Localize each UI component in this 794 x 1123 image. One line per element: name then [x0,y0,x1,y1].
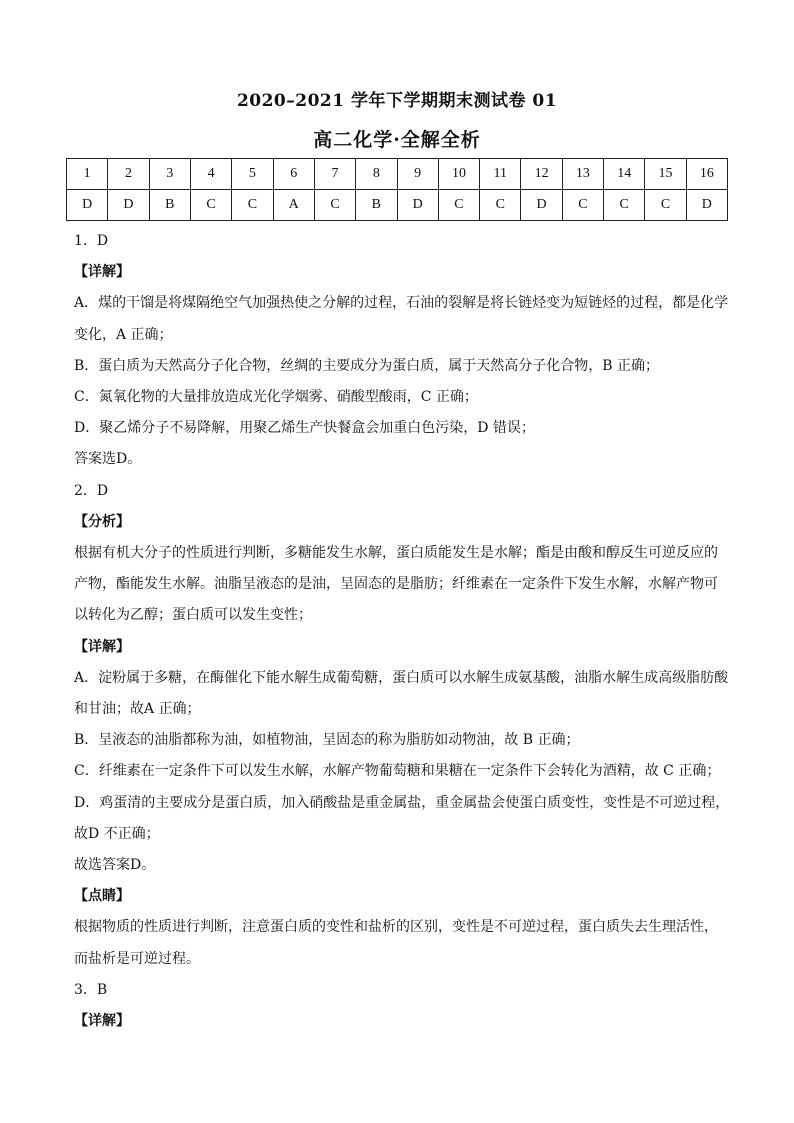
answer-cell: C [314,190,355,221]
paragraph-line: 故选答案D。 [74,857,156,874]
question-number-cell: 10 [438,159,479,190]
paragraph-line: 根据物质的性质进行判断，注意蛋白质的变性和盐析的区别，变性是不可逆过程，蛋白质失去生理活性， [74,919,718,936]
question-answer-heading: 2．D [74,482,109,499]
question-number-cell: 9 [397,159,438,190]
paragraph-line: 根据有机大分子的性质进行判断，多糖能发生水解，蛋白质能发生是水解；酯是由酸和醇反生可逆反应的 [74,545,718,562]
answer-cell: B [149,190,190,221]
answer-cell: C [480,190,521,221]
question-number-cell: 12 [521,159,562,190]
question-number-cell: 14 [604,159,645,190]
answer-cell: C [438,190,479,221]
answer-cell: C [232,190,273,221]
paragraph-line: D．鸡蛋清的主要成分是蛋白质，加入硝酸盐是重金属盐，重金属盐会使蛋白质变性，变性是不可逆过程， [74,794,730,811]
question-number-cell: 15 [645,159,686,190]
answer-cell: D [397,190,438,221]
question-number-cell: 5 [232,159,273,190]
section-label: 【详解】 [74,264,130,281]
paragraph-line: A．煤的干馏是将煤隔绝空气加强热使之分解的过程，石油的裂解是将长链烃变为短链烃的过程，都是化学 [74,295,729,312]
question-answer-heading: 3．B [74,981,108,998]
exam-subtitle: 高二化学·全解全析 [313,129,481,151]
question-number-cell: 6 [273,159,314,190]
answer-cell: D [521,190,562,221]
question-answer-heading: 1．D [74,233,109,249]
question-number-cell: 3 [149,159,190,190]
section-label: 【点睛】 [74,888,130,905]
section-label: 【详解】 [74,1013,130,1030]
exam-title: 2020–2021 学年下学期期末测试卷 01 [236,91,558,111]
answer-table-number-row [67,159,728,190]
paragraph-line: 以转化为乙醇；蛋白质可以发生变性； [74,607,312,624]
paragraph-line: A．淀粉属于多糖，在酶催化下能水解生成葡萄糖，蛋白质可以水解生成氨基酸，油脂水解生成高级脂肪酸 [74,669,729,686]
question-number-cell: 13 [562,159,603,190]
answer-cell: C [645,190,686,221]
answer-cell: B [356,190,397,221]
answer-table [66,158,728,221]
paragraph-line: 故D 不正确； [74,825,160,842]
paragraph-line: C．氮氧化物的大量排放造成光化学烟雾、硝酸型酸雨，C 正确； [74,389,478,406]
paragraph-line: 和甘油；故A 正确； [74,701,201,718]
answer-cell: A [273,190,314,221]
answer-table-answer-row [67,190,728,221]
answer-cell: C [604,190,645,221]
answer-cell: C [190,190,231,221]
section-label: 【分析】 [74,513,130,530]
question-number-cell: 11 [480,159,521,190]
section-label: 【详解】 [74,638,130,655]
question-number-cell: 8 [356,159,397,190]
paragraph-line: 产物，酯能发生水解。油脂呈液态的是油，呈固态的是脂肪；纤维素在一定条件下发生水解，水解产物可 [74,576,718,593]
paragraph-line: C．纤维素在一定条件下可以发生水解，水解产物葡萄糖和果糖在一定条件下会转化为酒精，故 C 正确； [74,763,721,780]
question-number-cell: 16 [686,159,727,190]
question-number-cell: 1 [67,159,108,190]
solution-content [74,226,730,1037]
paragraph-line: B．蛋白质为天然高分子化合物，丝绸的主要成分为蛋白质，属于天然高分子化合物，B 正确； [74,357,660,374]
answer-cell: D [686,190,727,221]
question-number-cell: 7 [314,159,355,190]
paragraph-line: B．呈液态的油脂都称为油，如植物油，呈固态的称为脂肪如动物油，故 B 正确； [74,732,580,749]
answer-cell: C [562,190,603,221]
paragraph-line: D．聚乙烯分子不易降解，用聚乙烯生产快餐盒会加重白色污染，D 错误； [74,420,535,437]
paragraph-line: 变化，A 正确； [74,326,173,343]
paragraph-line: 而盐析是可逆过程。 [74,950,200,967]
question-number-cell: 4 [190,159,231,190]
question-number-cell: 2 [108,159,149,190]
answer-cell: D [108,190,149,221]
answer-cell: D [67,190,108,221]
paragraph-line: 答案选D。 [74,451,142,468]
